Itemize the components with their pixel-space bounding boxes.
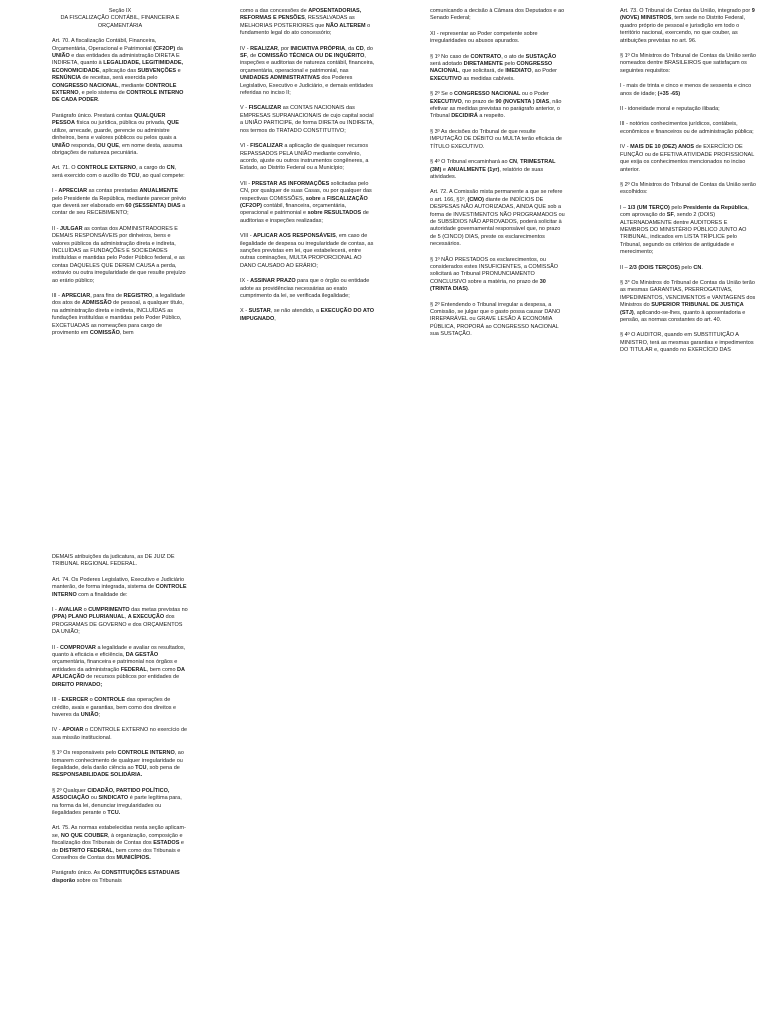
paragraph: V - FISCALIZAR as CONTAS NACIONAIS das EMPRESAS SUPRANACIONAIS de cujo capital social a UNIÃO PARTICIPE, de forma DIRETA ou INDIRETA, nos termos do TRATADO CONSTITUTIVO; (240, 105, 374, 134)
paragraph: § 3° Os Ministros do Tribunal de Contas da União terão as mesmas GARANTIAS, PRERROGATIVAS, IMPEDIMENTOS, VENCIMENTOS e VANTAGENS dos Ministros do SUPERIOR TRIBUNAL DE JUSTIÇA (STJ), aplicando-se-lhes, quanto à aposentadoria e pensão, as normas constantes do art. 40. (620, 279, 756, 323)
paragraph: Parágrafo único. As CONSTITUIÇÕES ESTADUAIS disporão sobre os Tribunais (52, 870, 180, 884)
paragraph: § 4º O AUDITOR, quando em SUBSTITUIÇÃO A MINISTRO, terá as mesmas garantias e impedimentos DO TITULAR e, quando no EXERCÍCIO DAS (620, 332, 754, 354)
paragraph: Art. 71. O CONTROLE EXTERNO, a cargo do CN, será exercido com o auxílio do TCU, ao qual compete: (52, 165, 185, 179)
paragraph: § 4º O Tribunal encaminhará ao CN, TRIMESTRAL (3M) e ANUALMENTE (1yr), relatório de suas atividades. (430, 159, 556, 180)
paragraph: § 3º As decisões do Tribunal de que resulte IMPUTAÇÃO DE DÉBITO ou MULTA terão eficácia de TÍTULO EXECUTIVO. (430, 128, 562, 150)
paragraph: III - APRECIAR, para fins de REGISTRO, a legalidade dos atos de ADMISSÃO de pessoal, a qualquer título, na administração direta e indireta, INCLUÍDAS as fundações instituídas e mantidas pelo Poder Público, EXCETUADAS as nomeações para cargo de provimento em COMISSÃO, bem (52, 293, 186, 337)
paragraph: DEMAIS atribuições da judicatura, as DE JUIZ DE TRIBUNAL REGIONAL FEDERAL. (52, 554, 175, 568)
paragraph: § 1º NÃO PRESTADOS os esclarecimentos, ou considerados estes INSUFICIENTES, a COMISSÃO solicitará ao Tribunal PRONUNCIAMENTO CONCLUSIVO sobre a matéria, no prazo de 30 (TRINTA DIAS). (430, 256, 559, 293)
paragraph: XI - representar ao Poder competente sobre irregularidades ou abusos apurados. (430, 30, 538, 45)
paragraph: VIII - APLICAR AOS RESPONSÁVEIS, em caso de ilegalidade de despesa ou irregularidade de contas, as sanções previstas em lei, que estabelecerá, entre outras cominações, MULTA PROPORCIONAL AO DANO CAUSADO AO ERÁRIO; (240, 233, 374, 269)
paragraph: IV - MAIS DE 10 (DEZ) ANOS de EXERCÍCIO DE FUNÇÃO ou de EFETIVA ATIVIDADE PROFISSIONAL que exija os conhecimentos mencionados no inciso anterior. (620, 144, 755, 173)
paragraph: Art. 73. O Tribunal de Contas da União, integrado por 9 (NOVE) MINISTROS, tem sede no Distrito Federal, quadro próprio de pessoal e jurisdição em todo o território nacional, exercendo, no que couber, as atribuições previstas no art. 96. (620, 8, 755, 44)
paragraph: como a das concessões de APOSENTADORIAS, REFORMAS E PENSÕES, RESSALVADAS as MELHORIAS POSTERIORES que NÃO ALTEREM o fundamento legal do ato concessório; (240, 8, 371, 37)
paragraph: I - AVALIAR o CUMPRIMENTO das metas previstas no (PPA) PLANO PLURIANUAL, A EXECUÇÃO dos PROGRAMAS DE GOVERNO e dos ORÇAMENTOS DA UNIÃO; (52, 607, 188, 636)
paragraph: Art. 74. Os Poderes Legislativo, Executivo e Judiciário manterão, de forma integrada, sistema de CONTROLE INTERNO com a finalidade de: (52, 576, 187, 598)
column-2-upper (240, 8, 376, 331)
paragraph: I - mais de trinta e cinco e menos de sessenta e cinco anos de idade; (+35 -65) (620, 83, 752, 97)
paragraph: I – 1/3 (UM TERÇO) pelo Presidente da República, com aprovação do SF, sendo 2 (DOIS) ALTERNADAMENTE dentre AUDITORES E MEMBROS DO MINISTÉRIO PÚBLICO JUNTO AO TRIBUNAL, indicados em LISTA TRÍPLICE pelo Tribunal, segundo os critérios de antiguidade e merecimento; (620, 204, 749, 256)
paragraph: X - SUSTAR, se não atendido, a EXECUÇÃO DO ATO IMPUGNADO, (240, 308, 375, 322)
column-1-upper-left (52, 8, 188, 345)
paragraph: § 1º Os responsáveis pelo CONTROLE INTERNO, ao tomarem conhecimento de qualquer irregularidade ou ilegalidade, dela darão ciência ao TCU, sob pena de RESPONSABILIDADE SOLIDÁRIA. (52, 750, 184, 779)
column-3-upper (430, 8, 566, 347)
paragraph: IV - APOIAR o CONTROLE EXTERNO no exercício de sua missão institucional. (52, 727, 188, 741)
paragraph: § 1º No caso de CONTRATO, o ato de SUSTAÇÃO será adotado DIRETAMENTE pelo CONGRESSO NACIONAL, que solicitará, de IMEDIATO, ao Poder EXECUTIVO as medidas cabíveis. (430, 53, 557, 82)
paragraph: III - EXERCER o CONTROLE das operações de crédito, avais e garantias, bem como dos direitos e haveres da UNIÃO; (52, 697, 177, 718)
paragraph: § 2º Se o CONGRESSO NACIONAL ou o Poder EXECUTIVO, no prazo de 90 (NOVENTA ) DIAS, não efetivar as medidas previstas no parágrafo anterior, o Tribunal DECIDIRÁ a respeito. (430, 91, 562, 120)
paragraph: § 2º Entendendo o Tribunal irregular a despesa, a Comissão, se julgar que o gasto possa causar DANO IRREPARÁVEL ou GRAVE LESÃO À ECONOMIA PÚBLICA, PROPORÁ ao CONGRESSO NACIONAL sua SUSTAÇÃO. (430, 301, 561, 338)
paragraph: I - APRECIAR as contas prestadas ANUALMENTE pelo Presidente da República, mediante parecer prévio que deverá ser elaborado em 60 (SESSENTA) DIAS a contar de seu RECEBIMENTO; (52, 188, 187, 217)
paragraph: II - JULGAR as contas dos ADMINISTRADORES E DEMAIS RESPONSÁVEIS por dinheiros, bens e valores públicos da administração direta e indireta, INCLUÍDAS as FUNDAÇÕES E SOCIEDADES instituídas e mantidas pelo Poder Público federal, e as contas DAQUELES QUE DEREM CAUSA a perda, extravio ou outra irregularidade de que resulte prejuízo ao erário público; (52, 225, 186, 284)
paragraph: II – 2/3 (DOIS TERÇOS) pelo CN. (620, 264, 703, 271)
paragraph: II - COMPROVAR a legalidade e avaliar os resultados, quanto à eficácia e eficiência, DA GESTÃO orçamentária, financeira e patrimonial nos órgãos e entidades da administração FEDERAL, bem como DA APLICAÇÃO de recursos públicos por entidades de DIREITO PRIVADO; (52, 644, 186, 688)
paragraph: § 2º Os Ministros do Tribunal de Contas da União serão escolhidos: (620, 181, 756, 196)
paragraph: comunicando a decisão à Câmara dos Deputados e ao Senado Federal; (430, 8, 565, 22)
column-1-lower-left (52, 554, 188, 893)
paragraph: Parágrafo único. Prestará contas QUALQUER PESSOA física ou jurídica, pública ou privada, QUE utilize, arrecade, guarde, gerencie ou administre dinheiros, bens e valores públicos ou pelos quais a UNIÃO responda, OU QUE, em nome desta, assuma obrigações de natureza pecuniária. (52, 112, 183, 156)
paragraph: Seção IX DA FISCALIZAÇÃO CONTÁBIL, FINANCEIRA E ORÇAMENTÁRIA (60, 8, 180, 29)
paragraph: Art. 70. A fiscalização Contábil, Financeira, Orçamentária, Operacional e Patrimonial (CF2OP) da UNIÃO e das entidades da administração DIRETA E INDIRETA, quanto à LEGALIDADE, LEGITIMIDADE, ECONOMICIDADE, aplicação das SUBVENÇÕES e RENÚNCIA de receitas, será exercida pelo CONGRESSO NACIONAL, mediante CONTROLE EXTERNO, e pelo sistema de CONTROLE INTERNO DE CADA PODER. (52, 38, 184, 104)
paragraph: IX - ASSINAR PRAZO para que o órgão ou entidade adote as providências necessárias ao exato cumprimento da lei, se verificada ilegalidade; (240, 278, 370, 299)
paragraph: Art. 72. A Comissão mista permanente a que se refere o art. 166, §1º, (CMO) diante de INDÍCIOS DE DESPESAS NÃO AUTORIZADAS, AINDA QUE sob a forma de INVESTIMENTOS NÃO PROGRAMADOS ou de SUBSÍDIOS NÃO APROVADOS, poderá solicitar à autoridade governamental responsável que, no prazo de 5 (CINCO) DIAS, preste os esclarecimentos necessários. (430, 189, 565, 248)
paragraph: VII - PRESTAR AS INFORMAÇÕES solicitadas pelo CN, por qualquer de suas Casas, ou por qualquer das respectivas COMISSÕES, sobre a FISCALIZAÇÃO (CF2OP) contábil, financeira, orçamentária, operacional e patrimonial e sobre RESULTADOS de auditorias e inspeções realizadas; (240, 180, 372, 224)
paragraph: § 1º Os Ministros do Tribunal de Contas da União serão nomeados dentre BRASILEIROS que satisfaçam os seguintes requisitos: (620, 53, 756, 74)
paragraph: § 2º Qualquer CIDADÃO, PARTIDO POLÍTICO, ASSOCIAÇÃO ou SINDICATO é parte legítima para, na forma da lei, denunciar irregularidades ou ilegalidades perante o TCU. (52, 787, 182, 816)
paragraph: II - idoneidade moral e reputação ilibada; (620, 106, 720, 113)
paragraph: III - notórios conhecimentos jurídicos, contábeis, econômicos e financeiros ou de administração pública; (620, 121, 754, 135)
paragraph: VI - FISCALIZAR a aplicação de quaisquer recursos REPASSADOS PELA UNIÃO mediante convênio, acordo, ajuste ou outros instrumentos congêneres, a Estado, ao Distrito Federal ou a Município; (240, 143, 369, 172)
column-4-upper-right (620, 8, 756, 363)
paragraph: Art. 75. As normas estabelecidas nesta seção aplicam-se, NO QUE COUBER, à organização, composição e fiscalização dos Tribunais de Contas dos ESTADOS e do DISTRITO FEDERAL, bem como dos Tribunais e Conselhos de Contas dos MUNICÍPIOS. (52, 825, 186, 861)
paragraph: IV - REALIZAR, por INICIATIVA PRÓPRIA, da CD, do SF, de COMISSÃO TÉCNICA OU DE INQUÉRITO, inspeções e auditorias de natureza contábil, financeira, orçamentária, operacional e patrimonial, nas UNIDADES ADMINISTRATIVAS dos Poderes Legislativo, Executivo e Judiciário, e demais entidades referidas no inciso II; (240, 45, 375, 97)
